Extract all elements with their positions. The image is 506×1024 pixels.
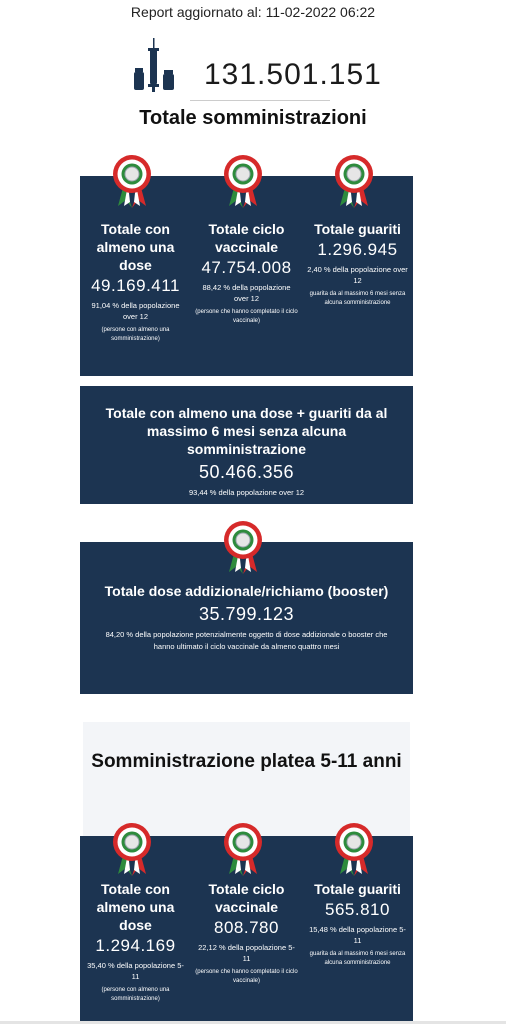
stat-value: 49.169.411 [91, 276, 180, 295]
stat-percentage: 91,04 % della popolazione over 12 [91, 301, 180, 321]
stat-note: guarita da al massimo 6 mesi senza alcuna somministrazione [309, 291, 406, 306]
total-administrations-header [0, 30, 506, 130]
platea-section-header [83, 722, 410, 836]
rosette-icon [334, 822, 374, 876]
stat-title: Totale ciclo vaccinale [208, 221, 285, 255]
booster-stat-percentage: 84,20 % della popolazione potenzialmente oggetto di dose addizionale o booster che hanno ultimato il ciclo vaccinale da almeno quattro mesi [105, 630, 388, 651]
stat-value: 1.296.945 [317, 240, 398, 259]
kids-recovered-stat [302, 880, 413, 1021]
stat-value: 808.780 [214, 918, 279, 937]
combined-stat-value: 50.466.356 [198, 462, 295, 482]
booster-stat-value: 35.799.123 [198, 604, 295, 624]
rosette-icon [223, 822, 263, 876]
rosette-icon [223, 154, 263, 208]
combined-stat-percentage: 93,44 % della popolazione over 12 [188, 488, 305, 497]
full-cycle-stat [191, 220, 302, 376]
stat-note: guarita da al massimo 6 mesi senza alcuna somministrazione [309, 951, 406, 966]
stat-value: 1.294.169 [95, 936, 176, 955]
rosette-icon [334, 154, 374, 208]
stat-value: 47.754.008 [201, 258, 292, 277]
vaccine-icon [132, 36, 176, 92]
stat-percentage: 15,48 % della popolazione 5-11 [309, 925, 406, 945]
booster-stat-title: Totale dose addizionale/richiamo (booster) [104, 583, 389, 599]
stat-percentage: 2,40 % della popolazione over 12 [307, 265, 408, 285]
stat-percentage: 22,12 % della popolazione 5-11 [198, 943, 295, 963]
stat-percentage: 35,40 % della popolazione 5-11 [87, 961, 184, 981]
stat-title: Totale ciclo vaccinale [208, 881, 285, 915]
rosette-icon [223, 520, 263, 574]
stat-note: (persone che hanno completato il ciclo vaccinale) [195, 309, 298, 324]
combined-stat-title: Totale con almeno una dose + guariti da al massimo 6 mesi senza alcuna somministrazione [105, 405, 388, 457]
stat-percentage: 88,42 % della popolazione over 12 [202, 283, 291, 303]
total-administrations-value: 131.501.151 [204, 58, 382, 91]
report-updated-label: Report aggiornato al: 11-02-2022 06:22 [130, 4, 376, 20]
stat-note: (persone che hanno completato il ciclo vaccinale) [195, 969, 298, 984]
recovered-stat [302, 220, 413, 376]
stat-title: Totale guariti [314, 221, 401, 237]
stat-title: Totale con almeno una dose [96, 221, 175, 273]
stat-title: Totale con almeno una dose [96, 881, 175, 933]
rosette-icon [112, 154, 152, 208]
stat-value: 565.810 [325, 900, 390, 919]
rosette-icon [112, 822, 152, 876]
stat-title: Totale guariti [314, 881, 401, 897]
stat-note: (persone con almeno una somministrazione) [101, 987, 170, 1002]
kids-full-cycle-stat [191, 880, 302, 1021]
first-dose-stat [80, 220, 191, 376]
kids-first-dose-stat [80, 880, 191, 1021]
divider [190, 100, 330, 101]
stat-note: (persone con almeno una somministrazione) [101, 327, 170, 342]
platea-title: Somministrazione platea 5-11 anni [91, 751, 402, 772]
total-administrations-label: Totale somministrazioni [139, 107, 367, 129]
combined-stat-card [80, 386, 413, 504]
